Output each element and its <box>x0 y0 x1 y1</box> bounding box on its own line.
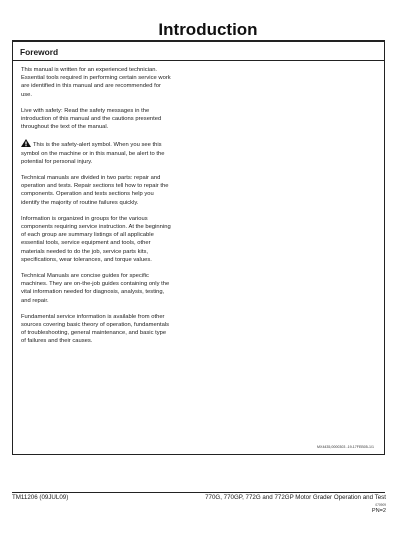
line-text: specifications, wear tolerances, and torque values. <box>21 256 152 263</box>
text-line <box>21 231 231 239</box>
line-text: Live with safety: Read the safety messages in the <box>21 107 150 114</box>
line-text: and repair. <box>21 297 49 304</box>
line-text: potential for personal injury. <box>21 158 93 165</box>
section-heading: Foreword <box>20 47 59 57</box>
paragraph <box>21 66 231 99</box>
text-line <box>21 297 231 305</box>
safety-alert-icon <box>21 139 31 147</box>
line-text: Technical Manuals are concise guides for specific <box>21 273 149 280</box>
line-text: are identified in this manual and are recommended for <box>21 83 161 90</box>
text-line <box>21 272 231 280</box>
line-text: Information is organized in groups for the various <box>21 215 148 222</box>
text-line <box>21 66 231 74</box>
line-text: This manual is written for an experienced technician. <box>21 67 158 73</box>
line-text: use. <box>21 91 33 98</box>
line-text: of failures and their causes. <box>21 338 93 345</box>
text-line <box>21 74 231 82</box>
text-line <box>21 337 231 345</box>
text-line <box>21 174 231 182</box>
text-line <box>21 91 231 99</box>
page-title: Introduction <box>158 20 258 39</box>
content-frame <box>12 41 385 455</box>
text-line <box>21 215 231 223</box>
text-line <box>21 239 231 247</box>
text-line <box>21 313 231 321</box>
line-text: Essential tools required in performing certain service work <box>21 75 171 82</box>
line-text: sources covering basic theory of operation, fundamentals <box>21 322 170 329</box>
page-number: PN=2 <box>371 508 386 514</box>
paragraph <box>21 174 231 207</box>
line-text: operation and tests. Repair sections tell how to repair the <box>21 183 169 190</box>
line-text: Fundamental service information is available from other <box>21 313 165 320</box>
line-text: components requiring service instruction. At the beginning <box>21 224 171 231</box>
line-text: of troubleshooting, general maintenance, and basic type <box>21 330 167 337</box>
line-text: introduction of this manual and the cautions presented <box>21 116 162 123</box>
text-line <box>21 190 231 198</box>
text-line <box>21 248 231 256</box>
line-text: machines. They are on-the-job guides containing only the <box>21 281 170 288</box>
text-line <box>21 199 231 207</box>
text-line <box>21 256 231 264</box>
paragraph <box>21 272 231 305</box>
heading-divider <box>13 60 384 61</box>
line-text: components. Operation and tests sections help you <box>21 191 154 198</box>
footer-divider <box>12 492 385 493</box>
text-line <box>21 123 231 131</box>
line-text: of each group are summary listings of all applicable <box>21 232 154 239</box>
text-line <box>21 107 231 115</box>
body-text <box>21 66 231 354</box>
manual-title: 770G, 770GP, 772G and 772GP Motor Grader Operation and Test <box>205 494 386 501</box>
text-line <box>21 150 231 158</box>
text-line <box>21 321 231 329</box>
line-text: This is the safety-alert symbol. When you see this <box>33 142 162 149</box>
paragraph <box>21 313 231 346</box>
paragraph <box>21 215 231 264</box>
text-line <box>21 82 231 90</box>
paragraph <box>21 139 231 166</box>
line-text: essential tools, service equipment and tools, other <box>21 240 151 247</box>
text-line <box>21 288 231 296</box>
line-text: symbol on the machine or in this manual, be alert to the <box>21 150 165 157</box>
text-line <box>21 139 231 149</box>
text-line <box>21 115 231 123</box>
text-line <box>21 280 231 288</box>
reference-code: MX4435,0000303 -19-17FEB05-1/1 <box>317 445 374 449</box>
text-line <box>21 329 231 337</box>
line-text: Technical manuals are divided in two parts: repair and <box>21 175 161 182</box>
line-text: identify the majority of routine failures quickly. <box>21 199 139 206</box>
manual-id: TM11206 (09JUL09) <box>12 494 69 501</box>
paragraph <box>21 107 231 132</box>
text-line <box>21 158 231 166</box>
line-text: throughout the text of the manual. <box>21 124 109 131</box>
text-line <box>21 182 231 190</box>
footer-code: 070909 <box>375 503 386 507</box>
text-line <box>21 223 231 231</box>
line-text: vital information needed for diagnosis, analysis, testing, <box>21 289 165 296</box>
line-text: materials needed to do the job, service parts kits, <box>21 248 149 255</box>
